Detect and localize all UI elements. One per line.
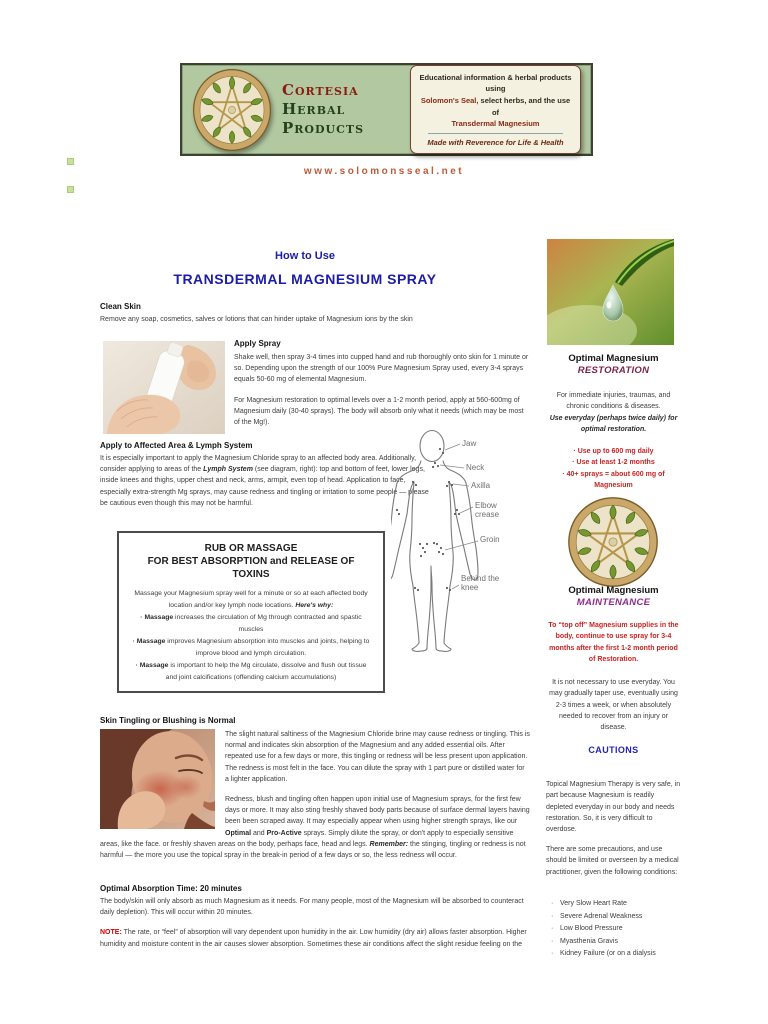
face-blush-photo — [100, 729, 215, 829]
section-tingling — [100, 716, 530, 861]
apply-spray-p1: Shake well, then spray 3-4 times into cupped hand and rub thoroughly onto skin for 1 minute or so. Depending upon the strength of our 100% Pure Magnesium Spray used, every 3-4 sprays equals 50-60 mg of elemental Magnesium. — [234, 354, 529, 384]
maintenance-subtitle: MAINTENANCE — [576, 597, 651, 608]
lymph-body: It is especially important to apply the Magnesium Chloride spray to an affected body area. Additionally, consider applying to areas of the Lymph System (see diagram, right): top and bottom of feet, lower legs, inside knees and thighs, upper chest and neck, arms, armpit, even top of head. Application to face, especially extra-strength Mg sprays, may cause redness and tingling or irritation to some people — please be cautious even though this may not be harmful. — [100, 455, 429, 507]
stray-bullet-artifact — [67, 186, 74, 193]
page-title: TRANSDERMAL MAGNESIUM SPRAY — [173, 271, 437, 287]
caution-bullet: · Severe Adrenal Weakness — [546, 911, 681, 923]
lymph-diagram — [391, 429, 549, 661]
brand-name — [282, 81, 400, 137]
absorption-heading: Optimal Absorption Time: 20 minutes — [100, 884, 242, 893]
cortesia-star-logo-icon — [192, 68, 272, 152]
diagram-label-behind-knee: Behind the knee — [461, 574, 500, 593]
clean-skin-body: Remove any soap, cosmetics, salves or lotions that can hinder uptake of Magnesium ions by the skin — [100, 316, 413, 323]
restoration-bullet: · Use at least 1-2 months — [546, 457, 681, 468]
diagram-label-elbow-crease: Elbow crease — [475, 501, 500, 520]
stray-bullet-artifact — [67, 158, 74, 165]
cortesia-star-logo-icon — [567, 496, 659, 588]
tagline-line1: Educational information & herbal products using — [419, 72, 572, 94]
caution-bullet: · Myasthenia Gravis — [546, 936, 681, 948]
section-clean-skin — [100, 302, 530, 325]
restoration-title: Optimal Magnesium — [568, 353, 659, 364]
sidebar — [546, 239, 681, 999]
rub-box-body — [129, 588, 373, 683]
website-link[interactable]: www.solomonsseal.net — [303, 166, 465, 177]
caution-bullet: · Low Blood Pressure — [546, 923, 681, 935]
cautions-bullets — [546, 897, 681, 960]
spray-application-photo — [103, 341, 225, 434]
caution-bullet: · Kidney Failure (or on a dialysis — [546, 948, 681, 960]
rub-bullet: · Massage improves Magnesium absorption into muscles and joints, helping to improve blood and lymph circulation. — [129, 636, 373, 659]
rub-bullet: · Massage is important to help the Mg circulate, dissolve and flush out tissue and joint calcifications (offending calcium accumulations) — [129, 660, 373, 683]
section-lymph — [100, 441, 433, 509]
maintenance-black-text: It is not necessary to use everyday. You may gradually taper use, eventually using 2-3 times a week, or when absolutely needed to recover from an injury or disease. — [549, 679, 678, 732]
tagline-line3: Transdermal Magnesium — [451, 119, 540, 129]
tingling-p1: The slight natural saltiness of the Magnesium Chloride brine may cause redness or tingling. This is normal and indicates skin absorption of the Magnesium and any added essential oils. After repeated use for a few days or more, this tingling or redness will be less present upon application. The redness is most felt in the face. You can dilute the spray with 1 part pure or distilled water for a lighter application. — [225, 731, 530, 783]
brand-word-herbal: Herbal — [282, 100, 346, 119]
restoration-bullets — [546, 446, 681, 491]
maintenance-title: Optimal Magnesium — [568, 585, 659, 596]
restoration-bullet: · 40+ sprays = about 600 mg of Magnesium — [546, 469, 681, 492]
rub-bullet: · Massage increases the circulation of Mg through contracted and spastic muscles — [129, 612, 373, 635]
apply-spray-heading: Apply Spray — [234, 339, 281, 348]
restoration-paragraph: For immediate injuries, traumas, and chronic conditions & diseases. Use everyday (perhaps twice daily) for optimal restoration. — [549, 392, 678, 433]
maintenance-red-text: To “top off” Magnesium supplies in the body, continue to use spray for 3-4 months after the first 1-2 month period of Restoration. — [548, 622, 679, 663]
section-absorption — [100, 884, 534, 950]
diagram-label-neck: Neck — [466, 463, 485, 472]
diagram-label-groin: Groin — [480, 535, 500, 544]
tagline-solomons-seal: Solomon's Seal, — [420, 95, 479, 105]
rub-box-title: RUB OR MASSAGE FOR BEST ABSORPTION and RELEASE OF TOXINS — [147, 543, 355, 580]
tagline-line2: Solomon's Seal, select herbs, and the use of — [420, 95, 571, 117]
diagram-label-jaw: Jaw — [462, 439, 477, 448]
brand-word-products: Products — [282, 118, 365, 137]
tingling-heading: Skin Tingling or Blushing is Normal — [100, 716, 236, 725]
clean-skin-heading: Clean Skin — [100, 302, 141, 311]
diagram-label-axilla: Axilla — [471, 481, 491, 490]
apply-spray-p2: For Magnesium restoration to optimal levels over a 1-2 month period, apply at 560-600mg of Magnesium daily (30-40 sprays). The body will absorb only what it needs (which may be most of the Mg!). — [234, 396, 524, 426]
tingling-p2: Redness, blush and tingling often happen upon initial use of Magnesium sprays, for the first few days or more. It may also sting freshly shaved body parts because of surface dermal layers having been been scraped away. It may especially appear when using higher strength sprays, like our Optimal and Pro-Active sprays. Simply dilute the spray, or don't apply to especially sensitive areas, like the face. or freshly shaven areas on the body, perhaps face, head and legs. Remember: the stinging, tingling or redness is not harmful — the more you use the topical spray in the break-in period of a few days or so, the less redness will occur. — [100, 795, 530, 859]
cautions-p2: There are some precautions, and use should be limited or overseen by a medical practitioner, given the following conditions: — [546, 846, 679, 876]
note-label: NOTE: — [100, 929, 122, 937]
cautions-title: CAUTIONS — [588, 745, 639, 755]
header-banner — [180, 63, 593, 156]
rub-massage-box — [117, 531, 385, 693]
absorption-note: NOTE: The rate, or “feel” of absorption will vary dependent upon humidity in the air. Low humidity (dry air) allows faster absorption. Higher humidity and moisture content in the air causes slower absorption. Sometimes these air conditions affect the slight residue feeling on the — [100, 929, 527, 948]
section-apply-spray — [103, 339, 530, 438]
water-droplet-photo — [547, 239, 674, 345]
brand-word-cortesia: Cortesia — [282, 81, 359, 100]
lymph-heading: Apply to Affected Area & Lymph System — [100, 441, 253, 450]
tagline-divider — [428, 133, 563, 134]
caution-bullet: · Very Slow Heart Rate — [546, 898, 681, 910]
rub-box-intro: Massage your Magnesium spray well for a minute or so at each affected body location and/or key lymph node locations. Here's why: — [134, 590, 368, 609]
absorption-p1: The body/skin will only absorb as much Magnesium as it needs. For many people, most of the Magnesium will be absorbed to counteract daily depletion). This will occur within 20 minutes. — [100, 898, 524, 917]
tagline-box — [410, 65, 581, 155]
cautions-p1: Topical Magnesium Therapy is very safe, in part because Magnesium is readily depleted everyday in our body and needs restoration. So, it is very difficult to overdose. — [546, 781, 681, 834]
page-subtitle: How to Use — [275, 250, 335, 262]
restoration-bullet: · Use up to 600 mg daily — [546, 446, 681, 457]
tagline-motto: Made with Reverence for Life & Health — [427, 137, 564, 147]
restoration-subtitle: RESTORATION — [577, 365, 650, 376]
